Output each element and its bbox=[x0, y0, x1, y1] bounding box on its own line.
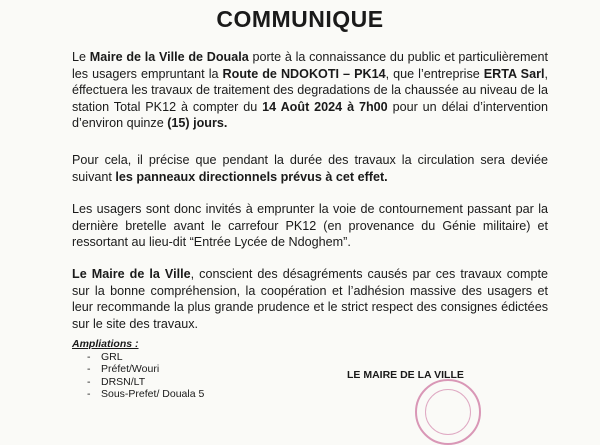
list-dash: - bbox=[87, 388, 91, 401]
ampliation-item bbox=[87, 376, 204, 389]
p1-text-1: Le bbox=[72, 50, 90, 64]
p1-bold-date: 14 Août 2024 à 7h00 bbox=[262, 99, 388, 114]
p4-text-1: , conscient des désagréments causés par ces travaux compte sur la bonne compréhension, la coopération et l’adhésion massive des usagers et leur recommande la plus grande prudence et le strict respect des consignes édictées sur le site des travaux. bbox=[72, 267, 548, 331]
ampliations-section bbox=[72, 338, 204, 401]
p1-text-3: , que l’entreprise bbox=[385, 66, 484, 81]
paragraph-announcement bbox=[72, 49, 548, 132]
p2-bold-signs: les panneaux directionnels prévus à cet effet. bbox=[115, 169, 388, 184]
document-title: COMMUNIQUE bbox=[216, 6, 384, 32]
ampliation-item-label: GRL bbox=[101, 350, 123, 363]
ampliation-item bbox=[87, 363, 204, 376]
p1-bold-company: ERTA Sarl bbox=[483, 66, 545, 81]
p2-text-1: Pour cela, il précise que pendant la durée des travaux la circulation sera deviée suivant bbox=[72, 153, 548, 184]
p1-bold-route: Route de NDOKOTI – PK14 bbox=[222, 66, 386, 81]
list-dash: - bbox=[87, 375, 91, 388]
ampliation-item-label: DRSN/LT bbox=[101, 375, 146, 388]
ampliations-title: Ampliations : bbox=[72, 338, 139, 350]
ampliation-item bbox=[87, 351, 204, 364]
paragraph-detour bbox=[72, 152, 548, 185]
p1-bold-duration: (15) jours. bbox=[167, 116, 228, 130]
list-dash: - bbox=[87, 350, 91, 363]
paragraph-recommendation bbox=[72, 266, 548, 332]
ampliation-item-label: Sous-Prefet/ Douala 5 bbox=[101, 388, 205, 401]
p1-text-2: porte à la connaissance du public et particulièrement les usagers empruntant la bbox=[72, 50, 549, 81]
signature-label: LE MAIRE DE LA VILLE bbox=[347, 369, 464, 381]
p4-bold-mayor: Le Maire de la Ville bbox=[72, 267, 191, 281]
paragraph-bypass-route bbox=[72, 201, 548, 251]
p1-text-4: , éffectuera les travaux de traitement des degradations de la chaussée au niveau de la station Total PK12 à compter du bbox=[72, 66, 548, 114]
p3-text-1: Les usagers sont donc invités à emprunter la voie de contournement passant par la dernière bretelle avant le carrefour PK12 (en provenance du Génie militaire) et ressortant au lieu-dit “Entrée Lycée de Ndoghem”. bbox=[72, 202, 548, 249]
p1-text-5: pour un délai d’intervention d’environ quinze bbox=[72, 99, 548, 130]
p1-bold-mayor: Maire de la Ville de Douala bbox=[89, 50, 249, 64]
ampliation-item bbox=[87, 388, 204, 401]
ampliation-item-label: Préfet/Wouri bbox=[101, 363, 160, 376]
list-dash: - bbox=[87, 363, 91, 376]
stamp-inner-ring bbox=[425, 389, 471, 435]
ampliations-list bbox=[72, 351, 204, 401]
official-stamp-icon bbox=[415, 379, 481, 445]
